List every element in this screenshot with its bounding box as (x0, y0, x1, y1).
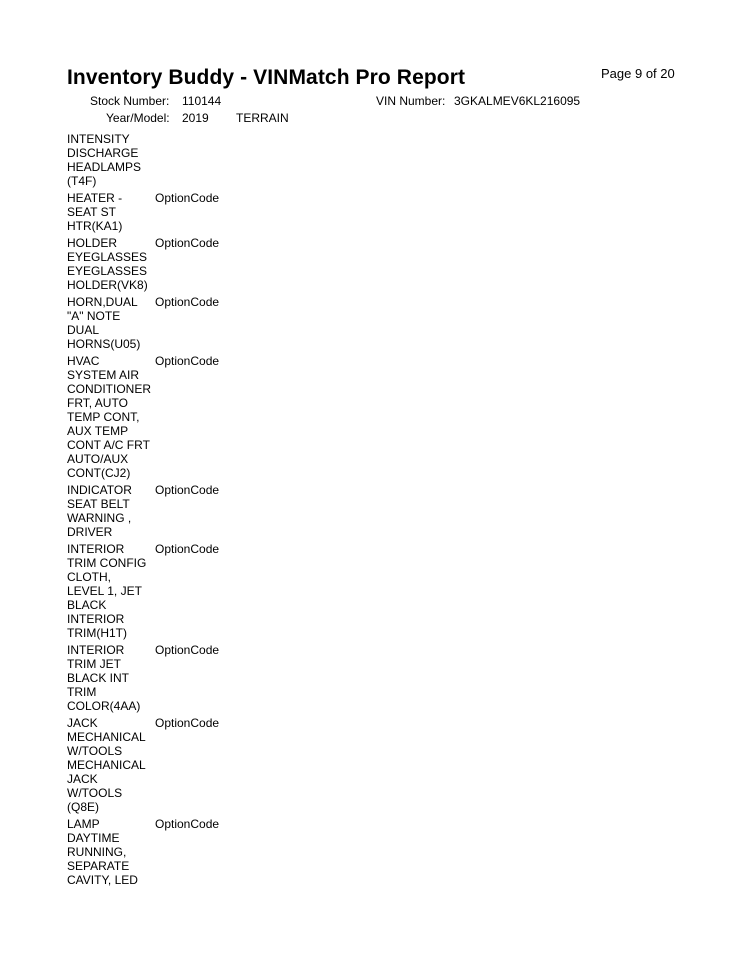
year-value: 2019 (182, 111, 209, 125)
option-row (67, 191, 267, 233)
option-description: INTERIOR TRIM JET BLACK INT TRIM COLOR(4AA) (67, 643, 141, 713)
option-row (67, 817, 267, 887)
model-value: TERRAIN (236, 111, 289, 125)
option-description: INDICATOR SEAT BELT WARNING , DRIVER (67, 483, 132, 539)
option-type: OptionCode (155, 191, 220, 205)
options-list (67, 132, 267, 890)
option-type: OptionCode (155, 483, 220, 497)
option-description: LAMP DAYTIME RUNNING, SEPARATE CAVITY, LED (67, 817, 138, 887)
option-description: INTENSITY DISCHARGE HEADLAMPS (T4F) (67, 132, 142, 188)
option-description: HORN,DUAL "A" NOTE DUAL HORNS(U05) (67, 295, 141, 351)
option-row (67, 716, 267, 814)
option-type: OptionCode (155, 354, 220, 368)
option-description: HOLDER EYEGLASSES EYEGLASSES HOLDER(VK8) (67, 236, 148, 292)
option-type: OptionCode (155, 817, 220, 831)
vin-label: VIN Number: (376, 94, 446, 108)
option-description: HVAC SYSTEM AIR CONDITIONER FRT, AUTO TEMP CONT, AUX TEMP CONT A/C FRT AUTO/AUX CONT(CJ2) (67, 354, 151, 480)
option-row (67, 542, 267, 640)
stock-number-value: 110144 (182, 94, 222, 108)
option-type: OptionCode (155, 716, 220, 730)
option-type: OptionCode (155, 643, 220, 657)
option-type: OptionCode (155, 236, 220, 250)
option-type: OptionCode (155, 542, 220, 556)
vin-value: 3GKALMEV6KL216095 (454, 94, 581, 108)
option-row (67, 295, 267, 351)
option-row (67, 483, 267, 539)
year-model-label: Year/Model: (106, 111, 170, 125)
page-number: Page 9 of 20 (601, 66, 675, 81)
option-description: HEATER - SEAT ST HTR(KA1) (67, 191, 123, 233)
option-row (67, 132, 267, 188)
option-description: JACK MECHANICAL W/TOOLS MECHANICAL JACK W/TOOLS (Q8E) (67, 716, 146, 814)
option-row (67, 236, 267, 292)
option-type: OptionCode (155, 295, 220, 309)
option-description: INTERIOR TRIM CONFIG CLOTH, LEVEL 1, JET BLACK INTERIOR TRIM(H1T) (67, 542, 147, 640)
option-row (67, 354, 267, 480)
option-row (67, 643, 267, 713)
stock-number-label: Stock Number: (90, 94, 170, 108)
report-title: Inventory Buddy - VINMatch Pro Report (67, 66, 466, 89)
